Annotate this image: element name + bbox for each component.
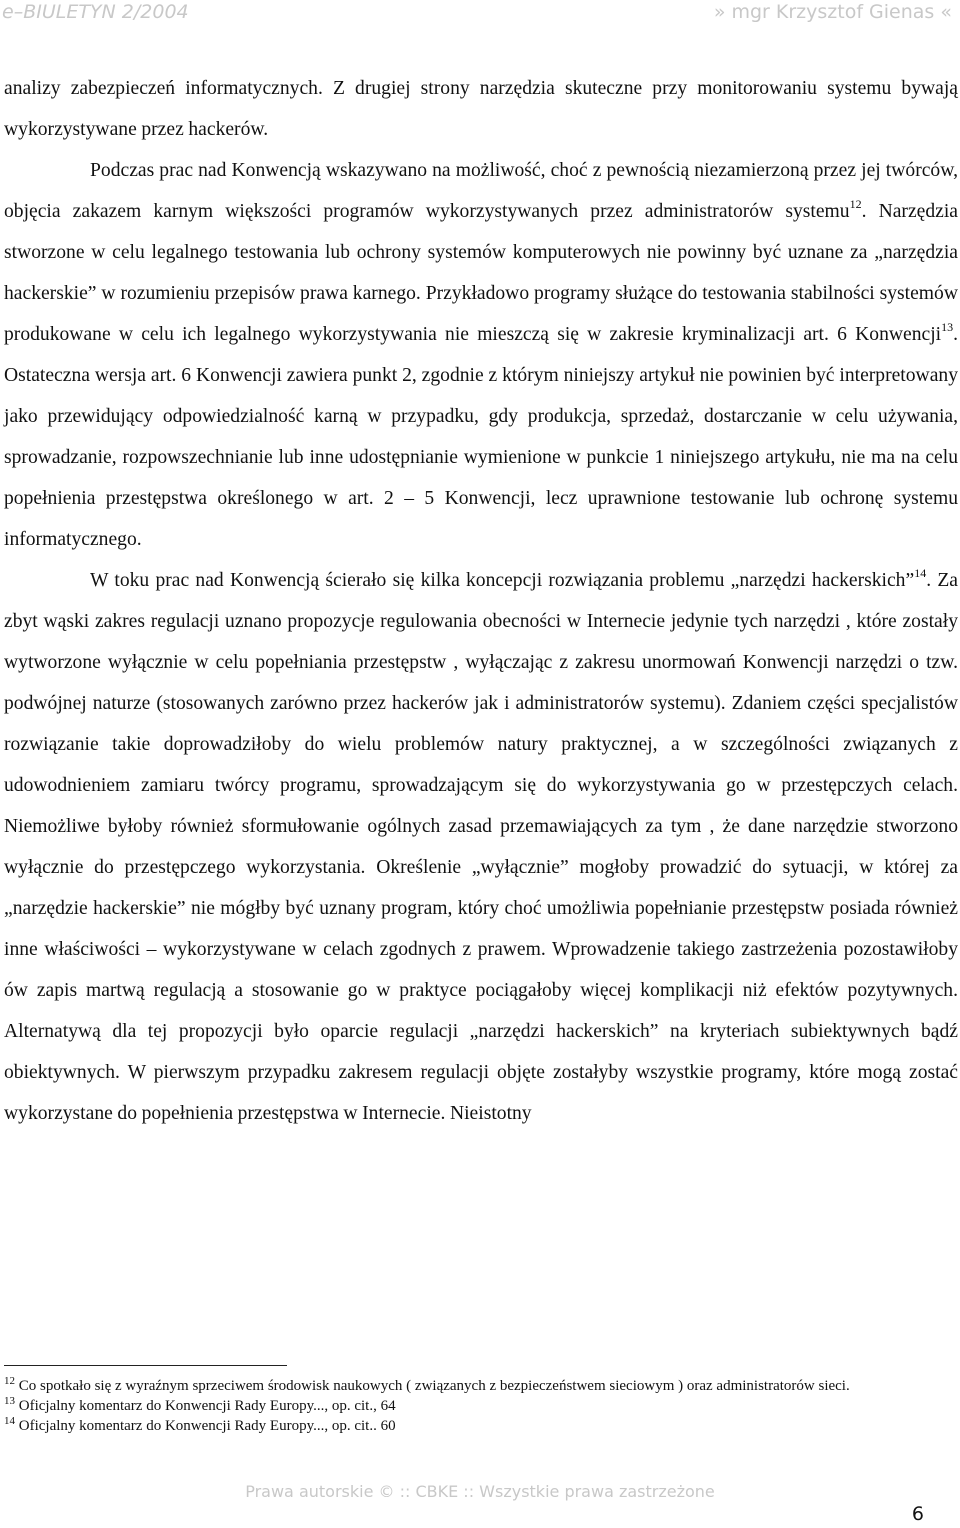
article-body bbox=[4, 68, 958, 1134]
footnote-number: 14 bbox=[4, 1415, 15, 1427]
footnote-12 bbox=[4, 1376, 958, 1396]
text-run: . Za zbyt wąski zakres regulacji uznano propozycje regulowania obecności w Internecie jedynie tych narzędzi , które zostały wytworzone wyłącznie w celu popełniania przestępstw , wyłączając z zakresu unormowań Konwencji narzędzi o tzw. podwójnej naturze (stosowanych zarówno przez hackerów jak i administratorów systemu). Zdaniem części specjalistów rozwiązanie takie doprowadziłoby do wielu problemów natury praktycznej, a w szczególności związanych z udowodnieniem zamiaru twórcy programu, sprowadzającym się do wykorzystywania go w przestępczych celach. Niemożliwe byłoby również sformułowanie ogólnych zasad przemawiających za tym , że dane narzędzie stworzono wyłącznie do przestępczego wykorzystania. Określenie „wyłącznie” mogłoby prowadzić do sytuacji, w której za „narzędzie hackerskie” nie mógłby być uznany program, który choć umożliwia popełnianie przestępstw posiada również inne właściwości – wykorzystywane w celach zgodnych z prawem. Wprowadzenie takiego zastrzeżenia pozostawiłoby ów zapis martwą regulacją a stosowanie go w praktyce pociągałoby więcej komplikacji niż efektów pozytywnych. Alternatywą dla tej propozycji było oparcie regulacji „narzędzi hackerskich” na kryteriach subiektywnych bądź obiektywnych. W pierwszym przypadku zakresem regulacji objęte zostałyby wszystkie programy, które mogą zostać wykorzystane do popełnienia przestępstwa w Internecie. Nieistotny bbox=[4, 570, 958, 1124]
footnotes bbox=[4, 1376, 958, 1436]
copyright-notice: Prawa autorskie © :: CBKE :: Wszystkie prawa zastrzeżone bbox=[245, 1482, 715, 1501]
bulletin-title: e–BIULETYN 2/2004 bbox=[2, 1, 189, 23]
footnote-text: Oficjalny komentarz do Konwencji Rady Europy..., op. cit.. 60 bbox=[15, 1418, 396, 1434]
footnote-ref: 14 bbox=[914, 566, 927, 580]
text-run: W toku prac nad Konwencją ścierało się kilka koncepcji rozwiązania problemu „narzędzi hackerskich” bbox=[90, 570, 915, 591]
footnote-number: 12 bbox=[4, 1375, 15, 1387]
text-run: . Ostateczna wersja art. 6 Konwencji zawiera punkt 2, zgodnie z którym niniejszy artykuł nie powinien być interpretowany jako przewidujący odpowiedzialność karną w przypadku, gdy produkcja, sprzedaż, dostarczanie w celu używania, sprowadzanie, rozpowszechnianie lub inne udostępnianie wymienione w punkcie 1 niniejszego artykułu, nie ma na celu popełnienia przestępstwa określonego w art. 2 – 5 Konwencji, lecz uprawnione testowanie lub ochronę systemu informatycznego. bbox=[4, 324, 958, 550]
text-run: analizy zabezpieczeń informatycznych. Z drugiej strony narzędzia skuteczne przy monitorowaniu systemu bywają wykorzystywane przez hackerów. bbox=[4, 78, 958, 140]
footnote-text: Co spotkało się z wyraźnym sprzeciwem środowisk naukowych ( związanych z bezpieczeństwem sieciowym ) oraz administratorów sieci. bbox=[15, 1378, 850, 1394]
paragraph-2 bbox=[4, 150, 958, 560]
text-run: . Narzędzia stworzone w celu legalnego testowania lub ochrony systemów komputerowych nie powinny być uznane za „narzędzia hackerskie” w rozumieniu przepisów prawa karnego. Przykładowo programy służące do testowania stabilności systemów produkowane w celu ich legalnego wykorzystywania nie mieszczą się w zakresie kryminalizacji art. 6 Konwencji bbox=[4, 201, 958, 345]
footnote-13 bbox=[4, 1396, 958, 1416]
page-header bbox=[0, 0, 960, 26]
footnote-ref: 12 bbox=[849, 197, 862, 211]
footnote-14 bbox=[4, 1416, 958, 1436]
footnote-text: Oficjalny komentarz do Konwencji Rady Europy..., op. cit., 64 bbox=[15, 1398, 396, 1414]
footnote-separator bbox=[4, 1365, 287, 1366]
paragraph-1 bbox=[4, 68, 958, 150]
paragraph-3 bbox=[4, 560, 958, 1134]
text-run: Podczas prac nad Konwencją wskazywano na możliwość, choć z pewnością niezamierzoną przez jej twórców, objęcia zakazem karnym większości programów wykorzystywanych przez administratorów systemu bbox=[4, 160, 958, 222]
footnote-ref: 13 bbox=[941, 320, 954, 334]
footnote-number: 13 bbox=[4, 1395, 15, 1407]
author-name: » mgr Krzysztof Gienas « bbox=[713, 1, 952, 23]
page-number: 6 bbox=[911, 1503, 924, 1525]
